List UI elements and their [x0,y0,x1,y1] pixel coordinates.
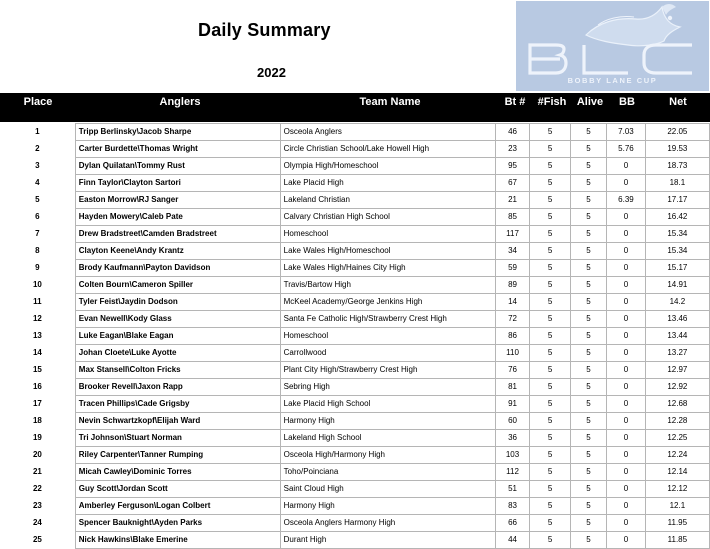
alive-cell: 5 [570,124,606,141]
fish-count-cell: 5 [530,209,570,226]
big-bass-cell: 0 [607,481,646,498]
boat-number-cell: 34 [495,243,530,260]
place-cell: 14 [32,348,42,357]
fish-count-cell: 5 [530,379,570,396]
net-weight-cell: 22.05 [645,124,709,141]
column-header-anglers: Anglers [159,96,201,108]
table-row [0,226,710,243]
team-name-cell: Plant City High/Strawberry Crest High [280,362,495,379]
place-cell: 20 [32,450,42,459]
column-header-boat-number: Bt # [504,96,526,108]
fish-count-cell: 5 [530,413,570,430]
alive-cell: 5 [570,515,606,532]
boat-number-cell: 81 [495,379,530,396]
place-cell: 21 [32,467,42,476]
anglers-cell: Hayden Mowery\Caleb Pate [75,209,280,226]
anglers-cell: Amberley Ferguson\Logan Colbert [75,498,280,515]
place-cell: 13 [32,331,42,340]
big-bass-cell: 0 [607,413,646,430]
alive-cell: 5 [570,532,606,549]
alive-cell: 5 [570,447,606,464]
team-name-cell: McKeel Academy/George Jenkins High [280,294,495,311]
table-row [0,209,710,226]
alive-cell: 5 [570,430,606,447]
table-row [0,498,710,515]
team-name-cell: Lake Wales High/Haines City High [280,260,495,277]
team-name-cell: Travis/Bartow High [280,277,495,294]
big-bass-cell: 0 [607,532,646,549]
table-row [0,294,710,311]
net-weight-cell: 11.85 [645,532,709,549]
boat-number-cell: 103 [495,447,530,464]
fish-count-cell: 5 [530,515,570,532]
fish-count-cell: 5 [530,362,570,379]
table-row [0,311,710,328]
net-weight-cell: 12.14 [645,464,709,481]
column-header-net: Net [669,96,687,108]
net-weight-cell: 12.28 [645,413,709,430]
boat-number-cell: 14 [495,294,530,311]
alive-cell: 5 [570,158,606,175]
fish-count-cell: 5 [530,260,570,277]
alive-cell: 5 [570,175,606,192]
place-cell: 16 [32,382,42,391]
column-header-bar [0,93,710,122]
big-bass-cell: 7.03 [607,124,646,141]
alive-cell: 5 [570,498,606,515]
table-row [0,515,710,532]
results-table-body [0,124,710,549]
big-bass-cell: 0 [607,396,646,413]
net-weight-cell: 19.53 [645,141,709,158]
big-bass-cell: 0 [607,515,646,532]
team-name-cell: Harmony High [280,413,495,430]
fish-count-cell: 5 [530,243,570,260]
boat-number-cell: 46 [495,124,530,141]
team-name-cell: Harmony High [280,498,495,515]
alive-cell: 5 [570,141,606,158]
boat-number-cell: 112 [495,464,530,481]
table-row [0,328,710,345]
team-name-cell: Olympia High/Homeschool [280,158,495,175]
alive-cell: 5 [570,362,606,379]
boat-number-cell: 66 [495,515,530,532]
alive-cell: 5 [570,226,606,243]
anglers-cell: Tri Johnson\Stuart Norman [75,430,280,447]
big-bass-cell: 0 [607,498,646,515]
anglers-cell: Luke Eagan\Blake Eagan [75,328,280,345]
anglers-cell: Nick Hawkins\Blake Emerine [75,532,280,549]
table-row [0,260,710,277]
place-cell: 17 [32,399,42,408]
logo-subtitle: BOBBY LANE CUP [567,76,658,85]
table-row [0,430,710,447]
place-cell: 18 [32,416,42,425]
net-weight-cell: 12.12 [645,481,709,498]
net-weight-cell: 12.92 [645,379,709,396]
results-table [0,123,710,549]
boat-number-cell: 36 [495,430,530,447]
place-cell: 2 [35,144,40,153]
anglers-cell: Nevin Schwartzkopf\Elijah Ward [75,413,280,430]
team-name-cell: Lake Placid High School [280,396,495,413]
anglers-cell: Easton Morrow\RJ Sanger [75,192,280,209]
column-header-alive: Alive [576,96,604,108]
column-header-place: Place [23,96,53,108]
net-weight-cell: 13.27 [645,345,709,362]
anglers-cell: Guy Scott\Jordan Scott [75,481,280,498]
alive-cell: 5 [570,294,606,311]
anglers-cell: Spencer Bauknight\Ayden Parks [75,515,280,532]
alive-cell: 5 [570,328,606,345]
fish-count-cell: 5 [530,481,570,498]
place-cell: 11 [33,297,42,306]
big-bass-cell: 0 [607,362,646,379]
anglers-cell: Evan Newell\Kody Glass [75,311,280,328]
alive-cell: 5 [570,413,606,430]
fish-count-cell: 5 [530,498,570,515]
fish-count-cell: 5 [530,430,570,447]
big-bass-cell: 0 [607,294,646,311]
table-row [0,175,710,192]
alive-cell: 5 [570,260,606,277]
column-header-team-name: Team Name [359,96,421,108]
fish-count-cell: 5 [530,447,570,464]
table-row [0,532,710,549]
boat-number-cell: 51 [495,481,530,498]
net-weight-cell: 11.95 [645,515,709,532]
table-row [0,141,710,158]
anglers-cell: Brody Kaufmann\Payton Davidson [75,260,280,277]
place-cell: 10 [32,280,42,289]
team-name-cell: Carrollwood [280,345,495,362]
fish-count-cell: 5 [530,124,570,141]
boat-number-cell: 110 [495,345,530,362]
anglers-cell: Tyler Feist\Jaydin Dodson [75,294,280,311]
fish-count-cell: 5 [530,464,570,481]
anglers-cell: Colten Bourn\Cameron Spiller [75,277,280,294]
fish-count-cell: 5 [530,532,570,549]
table-row [0,481,710,498]
net-weight-cell: 12.97 [645,362,709,379]
place-cell: 19 [32,433,42,442]
alive-cell: 5 [570,345,606,362]
anglers-cell: Tracen Phillips\Cade Grigsby [75,396,280,413]
big-bass-cell: 0 [607,311,646,328]
team-name-cell: Durant High [280,532,495,549]
place-cell: 3 [35,161,40,170]
big-bass-cell: 0 [607,260,646,277]
alive-cell: 5 [570,481,606,498]
table-row [0,158,710,175]
team-name-cell: Calvary Christian High School [280,209,495,226]
anglers-cell: Finn Taylor\Clayton Sartori [75,175,280,192]
boat-number-cell: 23 [495,141,530,158]
table-row [0,124,710,141]
boat-number-cell: 76 [495,362,530,379]
anglers-cell: Riley Carpenter\Tanner Rumping [75,447,280,464]
big-bass-cell: 0 [607,175,646,192]
alive-cell: 5 [570,396,606,413]
net-weight-cell: 13.46 [645,311,709,328]
big-bass-cell: 0 [607,277,646,294]
anglers-cell: Drew Bradstreet\Camden Bradstreet [75,226,280,243]
team-name-cell: Homeschool [280,328,495,345]
net-weight-cell: 14.91 [645,277,709,294]
boat-number-cell: 85 [495,209,530,226]
anglers-cell: Brooker Revell\Jaxon Rapp [75,379,280,396]
anglers-cell: Max Stansell\Colton Fricks [75,362,280,379]
table-row [0,345,710,362]
boat-number-cell: 59 [495,260,530,277]
fish-count-cell: 5 [530,141,570,158]
big-bass-cell: 0 [607,447,646,464]
table-row [0,192,710,209]
table-row [0,379,710,396]
big-bass-cell: 0 [607,464,646,481]
place-cell: 4 [35,178,40,187]
place-cell: 12 [32,314,42,323]
anglers-cell: Tripp Berlinsky\Jacob Sharpe [75,124,280,141]
anglers-cell: Micah Cawley\Dominic Torres [75,464,280,481]
team-name-cell: Lake Placid High [280,175,495,192]
boat-number-cell: 86 [495,328,530,345]
place-cell: 15 [32,365,42,374]
alive-cell: 5 [570,379,606,396]
big-bass-cell: 0 [607,430,646,447]
net-weight-cell: 17.17 [645,192,709,209]
table-row [0,413,710,430]
table-row [0,396,710,413]
net-weight-cell: 13.44 [645,328,709,345]
net-weight-cell: 18.1 [645,175,709,192]
big-bass-cell: 0 [607,226,646,243]
page-title: Daily Summary [198,20,331,40]
anglers-cell: Clayton Keene\Andy Krantz [75,243,280,260]
fish-count-cell: 5 [530,277,570,294]
fish-count-cell: 5 [530,175,570,192]
net-weight-cell: 12.24 [645,447,709,464]
team-name-cell: Lakeland High School [280,430,495,447]
boat-number-cell: 91 [495,396,530,413]
big-bass-cell: 0 [607,209,646,226]
boat-number-cell: 44 [495,532,530,549]
place-cell: 5 [35,195,40,204]
boat-number-cell: 67 [495,175,530,192]
net-weight-cell: 16.42 [645,209,709,226]
table-row [0,243,710,260]
fish-count-cell: 5 [530,328,570,345]
place-cell: 24 [32,518,42,527]
anglers-cell: Carter Burdette\Thomas Wright [75,141,280,158]
alive-cell: 5 [570,277,606,294]
boat-number-cell: 117 [495,226,530,243]
net-weight-cell: 12.68 [645,396,709,413]
team-name-cell: Lakeland Christian [280,192,495,209]
team-name-cell: Lake Wales High/Homeschool [280,243,495,260]
fish-count-cell: 5 [530,158,570,175]
alive-cell: 5 [570,209,606,226]
team-name-cell: Toho/Poinciana [280,464,495,481]
team-name-cell: Homeschool [280,226,495,243]
table-row [0,464,710,481]
anglers-cell: Johan Cloete\Luke Ayotte [75,345,280,362]
net-weight-cell: 15.17 [645,260,709,277]
fish-count-cell: 5 [530,192,570,209]
big-bass-cell: 5.76 [607,141,646,158]
net-weight-cell: 15.34 [645,226,709,243]
net-weight-cell: 15.34 [645,243,709,260]
team-name-cell: Sebring High [280,379,495,396]
place-cell: 9 [35,263,40,272]
boat-number-cell: 72 [495,311,530,328]
place-cell: 23 [32,501,42,510]
team-name-cell: Circle Christian School/Lake Howell High [280,141,495,158]
table-row [0,277,710,294]
big-bass-cell: 6.39 [607,192,646,209]
boat-number-cell: 89 [495,277,530,294]
anglers-cell: Dylan Quilatan\Tommy Rust [75,158,280,175]
place-cell: 25 [32,535,42,544]
fish-count-cell: 5 [530,345,570,362]
place-cell: 7 [35,229,40,238]
alive-cell: 5 [570,311,606,328]
team-name-cell: Osceola High/Harmony High [280,447,495,464]
team-name-cell: Osceola Anglers [280,124,495,141]
big-bass-cell: 0 [607,328,646,345]
place-cell: 22 [32,484,42,493]
table-row [0,362,710,379]
net-weight-cell: 18.73 [645,158,709,175]
fish-count-cell: 5 [530,311,570,328]
big-bass-cell: 0 [607,345,646,362]
event-year: 2022 [257,65,286,80]
fish-count-cell: 5 [530,226,570,243]
place-cell: 6 [35,212,40,221]
boat-number-cell: 21 [495,192,530,209]
net-weight-cell: 12.1 [645,498,709,515]
boat-number-cell: 83 [495,498,530,515]
blc-logo [516,1,709,91]
alive-cell: 5 [570,243,606,260]
boat-number-cell: 60 [495,413,530,430]
boat-number-cell: 95 [495,158,530,175]
big-bass-cell: 0 [607,243,646,260]
column-header-big-bass: BB [619,96,635,108]
fish-count-cell: 5 [530,396,570,413]
place-cell: 1 [35,127,40,136]
big-bass-cell: 0 [607,158,646,175]
team-name-cell: Osceola Anglers Harmony High [280,515,495,532]
net-weight-cell: 14.2 [645,294,709,311]
table-row [0,447,710,464]
team-name-cell: Santa Fe Catholic High/Strawberry Crest High [280,311,495,328]
alive-cell: 5 [570,464,606,481]
team-name-cell: Saint Cloud High [280,481,495,498]
column-header-fish-count: #Fish [537,96,567,108]
big-bass-cell: 0 [607,379,646,396]
fish-count-cell: 5 [530,294,570,311]
place-cell: 8 [35,246,40,255]
net-weight-cell: 12.25 [645,430,709,447]
alive-cell: 5 [570,192,606,209]
